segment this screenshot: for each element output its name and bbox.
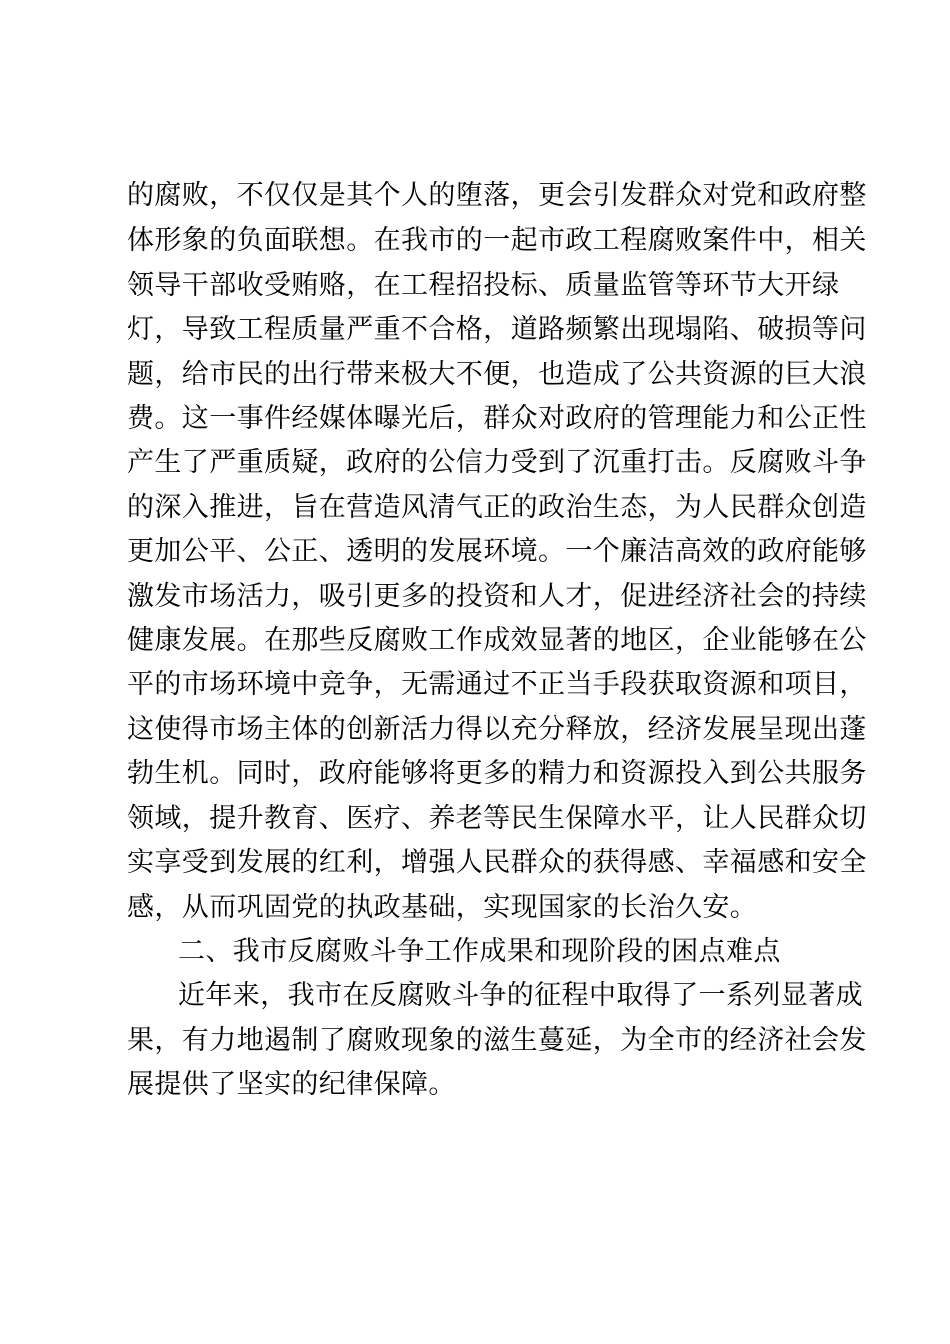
body-line: 更加公平、公正、透明的发展环境。一个廉洁高效的政府能够 (127, 536, 867, 567)
body-line: 平的市场环境中竞争，无需通过不正当手段获取资源和项目， (127, 669, 867, 700)
body-line: 领域，提升教育、医疗、养老等民生保障水平，让人民群众切 (127, 803, 867, 834)
body-line: 费。这一事件经媒体曝光后，群众对政府的管理能力和公正性 (127, 403, 867, 434)
body-line: 勃生机。同时，政府能够将更多的精力和资源投入到公共服务 (127, 758, 867, 789)
body-line: 近年来，我市在反腐败斗争的征程中取得了一系列显著成 (178, 980, 863, 1011)
body-line: 感，从而巩固党的执政基础，实现国家的长治久安。 (127, 892, 758, 923)
body-line: 的深入推进，旨在营造风清气正的政治生态，为人民群众创造 (127, 492, 867, 523)
body-line: 实享受到发展的红利，增强人民群众的获得感、幸福感和安全 (127, 847, 867, 878)
body-line: 领导干部收受贿赂，在工程招投标、质量监管等环节大开绿 (127, 270, 840, 301)
body-line: 果，有力地遏制了腐败现象的滋生蔓延，为全市的经济社会发 (127, 1025, 867, 1056)
body-line: 健康发展。在那些反腐败工作成效显著的地区，企业能够在公 (127, 625, 867, 656)
body-line: 产生了严重质疑，政府的公信力受到了沉重打击。反腐败斗争 (127, 447, 867, 478)
section-heading: 二、我市反腐败斗争工作成果和现阶段的困点难点 (178, 936, 781, 967)
body-line: 题，给市民的出行带来极大不便，也造成了公共资源的巨大浪 (127, 359, 867, 390)
body-line: 激发市场活力，吸引更多的投资和人才，促进经济社会的持续 (127, 581, 867, 612)
body-line: 展提供了坚实的纪律保障。 (127, 1069, 456, 1100)
body-line: 这使得市场主体的创新活力得以充分释放，经济发展呈现出蓬 (127, 714, 867, 745)
body-line: 体形象的负面联想。在我市的一起市政工程腐败案件中，相关 (127, 225, 867, 256)
body-line: 灯，导致工程质量严重不合格，道路频繁出现塌陷、破损等问 (127, 314, 867, 345)
body-line: 的腐败，不仅仅是其个人的堕落，更会引发群众对党和政府整 (127, 180, 867, 211)
